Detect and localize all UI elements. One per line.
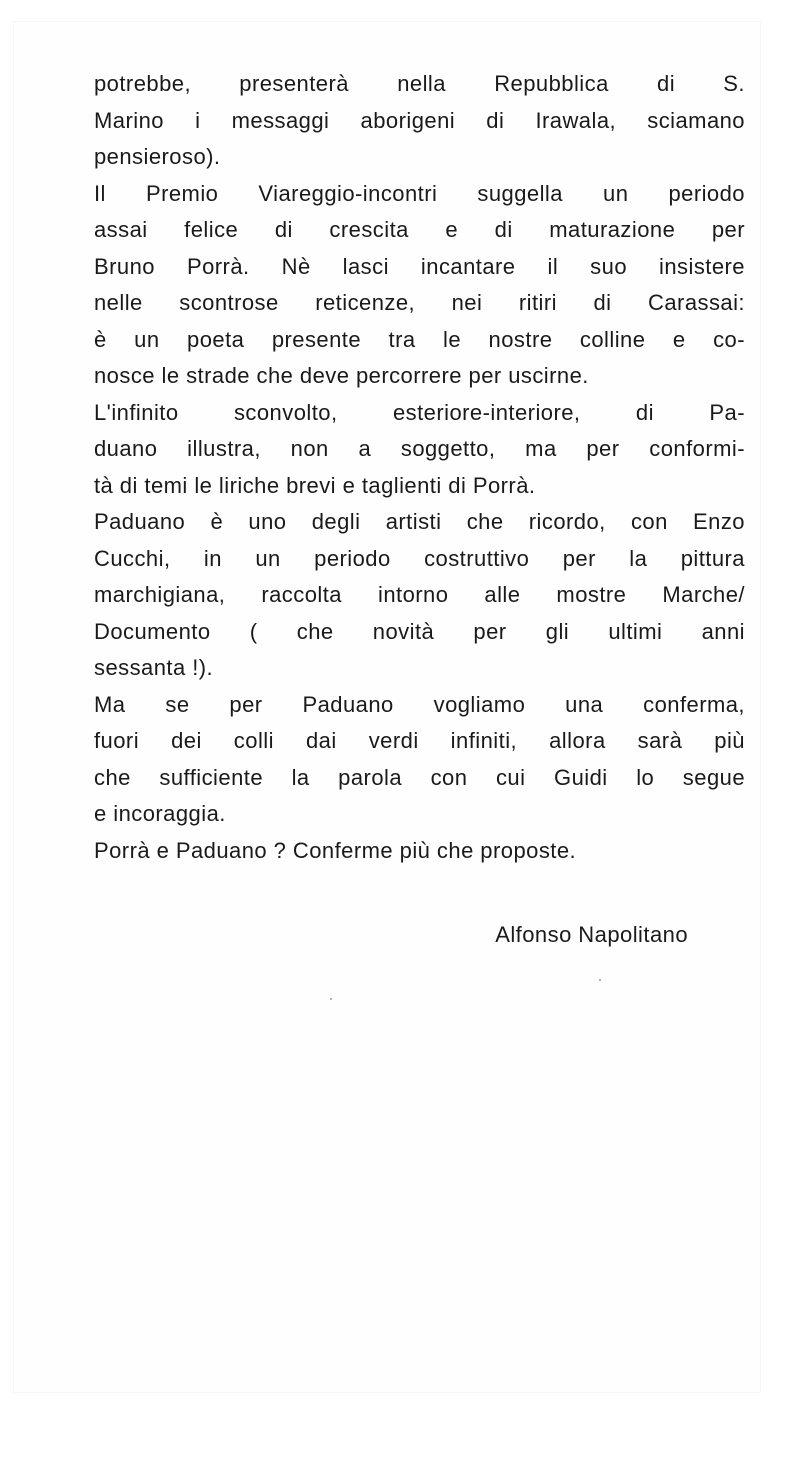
text-line: nelle scontrose reticenze, nei ritiri di Carassai: [94, 290, 745, 315]
text-line: potrebbe, presenterà nella Repubblica di S. [94, 71, 745, 96]
text-line: tà di temi le liriche brevi e taglienti di Porrà. [94, 472, 536, 498]
text-line: nosce le strade che deve percorrere per uscirne. [94, 363, 589, 388]
text-line: pensieroso). [94, 144, 221, 169]
text-line: fuori dei colli dai verdi infiniti, allora sarà più [94, 728, 745, 753]
text-line: Documento ( che novità per gli ultimi anni [94, 618, 745, 644]
author-signature: Alfonso Napolitano [495, 922, 688, 947]
text-line: duano illustra, non a soggetto, ma per conformi- [94, 436, 745, 461]
paper-speck [330, 998, 332, 1000]
text-line: Paduano è uno degli artisti che ricordo, con Enzo [94, 509, 745, 534]
paper-speck [599, 979, 601, 981]
text-line: Bruno Porrà. Nè lasci incantare il suo insistere [94, 253, 745, 279]
document-page [14, 22, 760, 1392]
text-line: sessanta !). [94, 655, 214, 680]
text-line: assai felice di crescita e di maturazione per [94, 217, 745, 242]
text-line: Marino i messaggi aborigeni di Irawala, sciamano [94, 107, 745, 133]
text-line: L'infinito sconvolto, esteriore-interiore, di Pa- [94, 399, 745, 425]
text-line: Porrà e Paduano ? Conferme più che proposte. [94, 837, 577, 863]
text-line: che sufficiente la parola con cui Guidi lo segue [94, 764, 745, 790]
text-line: marchigiana, raccolta intorno alle mostre Marche/ [94, 582, 745, 607]
text-line: Cucchi, in un periodo costruttivo per la pittura [94, 545, 745, 571]
text-line: è un poeta presente tra le nostre colline e co- [94, 326, 745, 352]
text-line: e incoraggia. [94, 801, 226, 826]
text-line: Ma se per Paduano vogliamo una conferma, [94, 691, 745, 717]
text-line: Il Premio Viareggio-incontri suggella un periodo [94, 180, 745, 206]
article-text [94, 66, 745, 869]
